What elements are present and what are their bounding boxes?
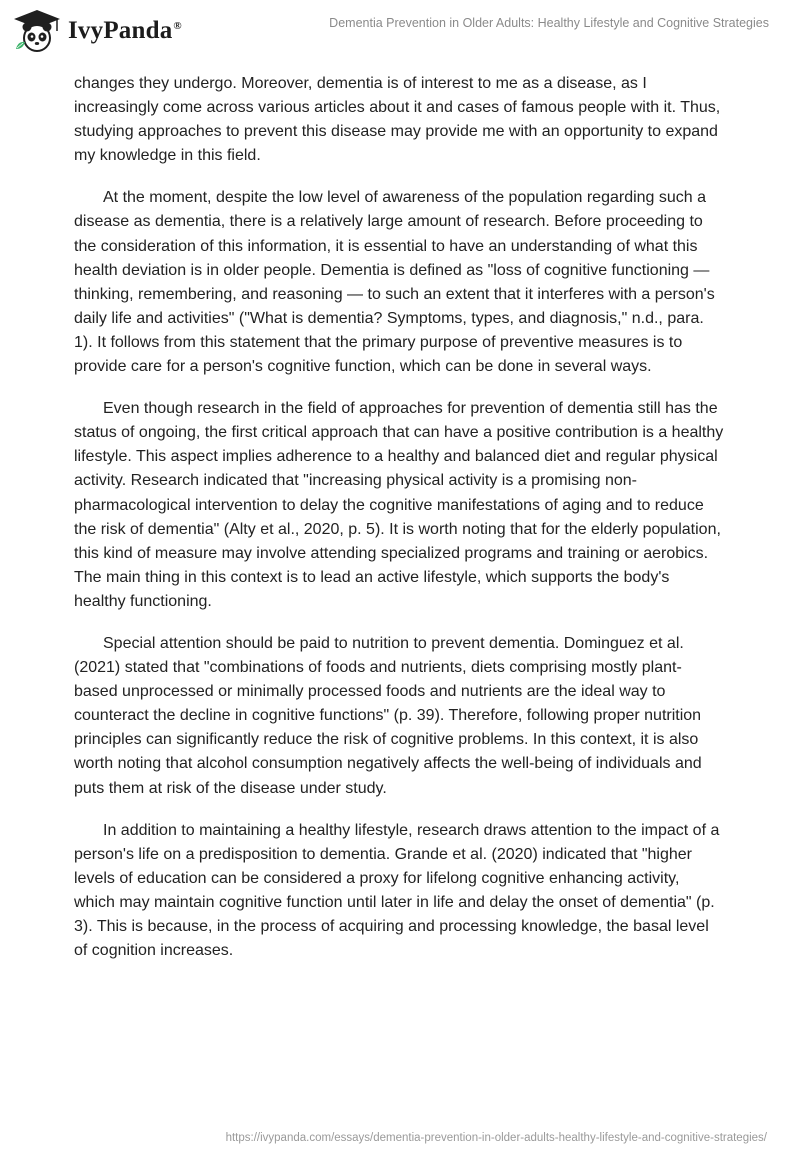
paragraph: Special attention should be paid to nutrition to prevent dementia. Dominguez et al. (2021) stated that "combinations of foods and nutrients, diets comprising mostly plant-based unprocessed or minimally processed foods and nutrients are the ideal way to counteract the decline in cognitive functions" (p. 39). Therefore, following proper nutrition principles can significantly reduce the risk of cognitive problems. In this context, it is also worth noting that alcohol consumption negatively affects the well-being of individuals and puts them at risk of the disease under study. xyxy=(74,634,702,797)
brand-name: IvyPanda® xyxy=(68,17,182,44)
paragraph: At the moment, despite the low level of awareness of the population regarding such a disease as dementia, there is a relatively large amount of research. Before proceeding to the consideration of this information, it is essential to have an understanding of what this health deviation is in older people. Dementia is defined as "loss of cognitive functioning — thinking, remembering, and reasoning — to such an extent that it interferes with a person's daily life and activities" ("What is dementia? Symptoms, types, and diagnosis," n.d., para. 1). It follows from this statement that the primary purpose of preventive measures is to provide care for a person's cognitive function, which can be done in several ways. xyxy=(74,189,715,376)
panda-graduate-icon xyxy=(12,9,62,53)
essay-body xyxy=(74,72,724,981)
page-header xyxy=(0,0,800,62)
source-url[interactable]: https://ivypanda.com/essays/dementia-prevention-in-older-adults-healthy-lifestyle-and-cognitive-strategies/ xyxy=(225,1132,767,1144)
paragraph: In addition to maintaining a healthy lifestyle, research draws attention to the impact of a person's life on a predisposition to dementia. Grande et al. (2020) indicated that "higher levels of education can be considered a proxy for lifelong cognitive enhancing activity, which may maintain cognitive function until later in life and delay the onset of dementia" (p. 3). This is because, in the process of acquiring and processing knowledge, the basal level of cognition increases. xyxy=(74,821,720,960)
registered-mark: ® xyxy=(173,19,182,32)
document-title: Dementia Prevention in Older Adults: Healthy Lifestyle and Cognitive Strategies xyxy=(329,16,769,30)
brand-logo[interactable] xyxy=(12,8,182,54)
paragraph: Even though research in the field of approaches for prevention of dementia still has the status of ongoing, the first critical approach that can have a positive contribution is a healthy lifestyle. This aspect implies adherence to a healthy and balanced diet and regular physical activity. Research indicated that "increasing physical activity is a promising non-pharmacological intervention to delay the cognitive manifestations of aging and to reduce the risk of dementia" (Alty et al., 2020, p. 5). It is worth noting that for the elderly population, this kind of measure may involve attending specialized programs and training or aerobics. The main thing in this context is to lead an active lifestyle, which supports the body's healthy functioning. xyxy=(74,400,724,610)
paragraph: changes they undergo. Moreover, dementia is of interest to me as a disease, as I increasingly come across various articles about it and cases of famous people with it. Thus, studying approaches to prevent this disease may provide me with an opportunity to expand my knowledge in this field. xyxy=(74,75,721,165)
